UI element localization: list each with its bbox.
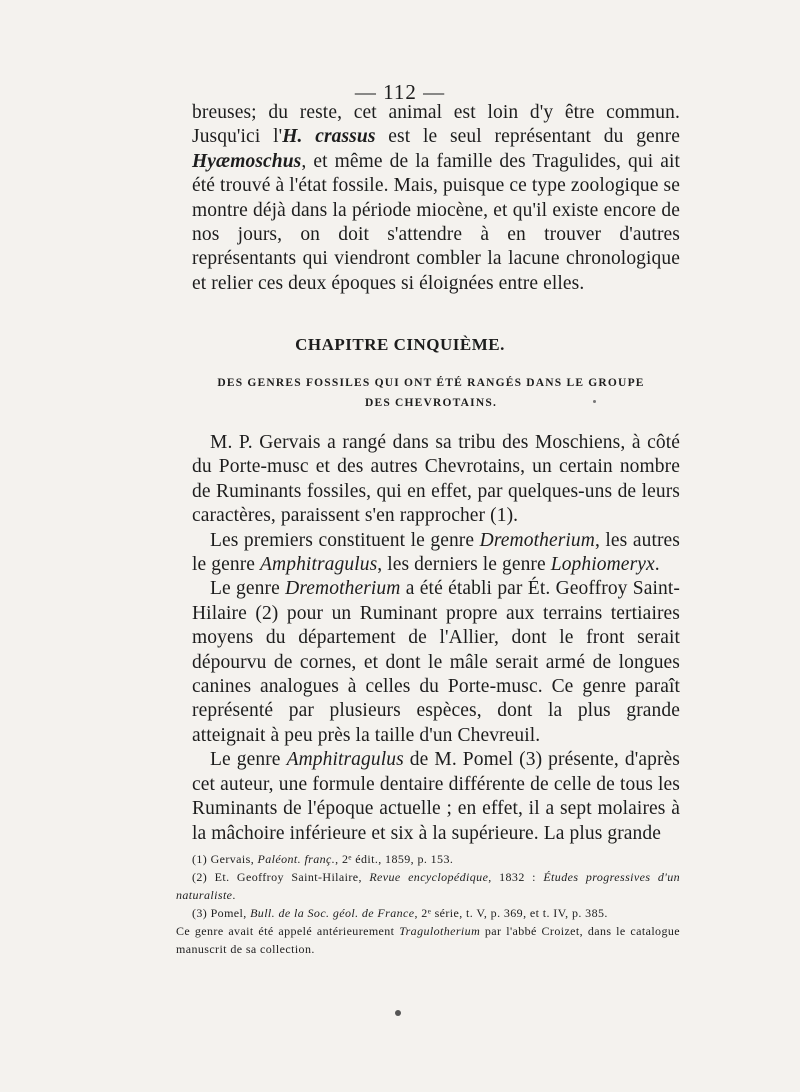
genus-name: Amphitragulus <box>286 749 404 771</box>
chapter-body <box>192 431 680 846</box>
text-run: , 2ᵉ série, t. V, p. 369, et t. IV, p. 385. <box>414 906 608 920</box>
text-run: de M. Pomel (3) présente, d'après cet auteur, une formule dentaire différente de celle de tous les Ruminants de l'époque actuelle ; en effet, il a sept molaires à la mâchoire inférieure et six à la supérieure. La plus grande <box>192 749 680 844</box>
publication-title: Revue encyclopédique <box>369 870 489 884</box>
text-run: Les premiers constituent le genre <box>210 529 480 551</box>
paragraph-amphitragulus <box>192 748 680 846</box>
text-run: , 2ᵉ édit., 1859, p. 153. <box>335 852 454 866</box>
genus-name: Hyæmoschus <box>192 150 302 172</box>
genus-name: Amphitragulus <box>260 554 378 576</box>
text-run: Le genre <box>210 578 286 600</box>
text-run: , les derniers le genre <box>377 554 551 576</box>
text-run: Le genre <box>210 749 287 771</box>
decorative-dot <box>593 400 596 403</box>
paragraph-intro <box>192 101 680 296</box>
publication-title: Bull. de la Soc. géol. de France <box>250 906 415 920</box>
text-run: , et même de la famille des Tragulides, qui ait été trouvé à l'état fossile. Mais, puisque ce type zoologique se montre déjà dans la période miocène, et qu'il existe encore de nos jours, on doit s'attendre à en trouver d'autres représentants qui viendront combler la lacune chronologique et relier ces deux époques si éloignées entre elles. <box>192 150 680 294</box>
footnote-2 <box>176 868 680 904</box>
text-run: . <box>232 888 236 902</box>
paragraph-genera <box>192 529 680 578</box>
species-name: H. crassus <box>282 126 376 148</box>
genus-name: Tragulotherium <box>399 924 481 938</box>
text-run: (1) Gervais, <box>192 852 258 866</box>
genus-name: Dremotherium <box>285 578 401 600</box>
chapter-title: CHAPITRE CINQUIÈME. <box>295 335 505 354</box>
footnote-1 <box>176 850 680 868</box>
text-run: Ce genre avait été appelé antérieurement <box>176 924 400 938</box>
page-number: — 112 — <box>354 80 446 104</box>
paragraph-dremotherium <box>192 577 680 748</box>
text-run: breuses; du reste, cet animal est loin d'y être commun. Jusqu'ici l' <box>192 102 680 148</box>
page-mark <box>395 1010 401 1016</box>
footnote-3 <box>176 904 680 922</box>
text-run: (3) Pomel, <box>192 906 251 920</box>
publication-title: Paléont. franç. <box>257 852 336 866</box>
publication-title: Études progressives d'un naturaliste <box>176 870 680 902</box>
text-run: par l'abbé Croizet, dans le catalogue manuscrit de sa collection. <box>176 924 680 956</box>
text-run: a été établi par Ét. Geoffroy Saint-Hilaire (2) pour un Ruminant propre aux terrains tertiaires moyens du département de l'Allier, dont le front serait dépourvu de cornes, et dont le mâle serait armé de longues canines analogues à celles du Porte-musc. Ce genre paraît représenté par plusieurs espèces, dont la plus grande atteignait à peu près la taille d'un Chevreuil. <box>192 578 680 746</box>
text-run: , les autres le genre <box>192 529 680 576</box>
genus-name: Lophiomeryx <box>550 554 655 576</box>
text-run: (2) Et. Geoffroy Saint-Hilaire, <box>192 870 370 884</box>
genus-name: Dremotherium <box>479 529 595 551</box>
footnote-3-continuation <box>176 922 680 958</box>
footnotes <box>176 850 680 958</box>
text-run: est le seul représentant du genre <box>375 126 681 148</box>
text-run: , 1832 : <box>488 870 544 884</box>
chapter-subtitle: DES GENRES FOSSILES QUI ONT ÉTÉ RANGÉS DANS LE GROUPE DES CHEVROTAINS. <box>217 377 645 409</box>
paragraph-gervais: M. P. Gervais a rangé dans sa tribu des Moschiens, à côté du Porte-musc et des autres Chevrotains, un certain nombre de Ruminants fossiles, qui en effet, par quelques-uns de leurs caractères, paraissent s'en rapprocher (1). <box>192 432 680 527</box>
text-run: . <box>654 554 660 576</box>
